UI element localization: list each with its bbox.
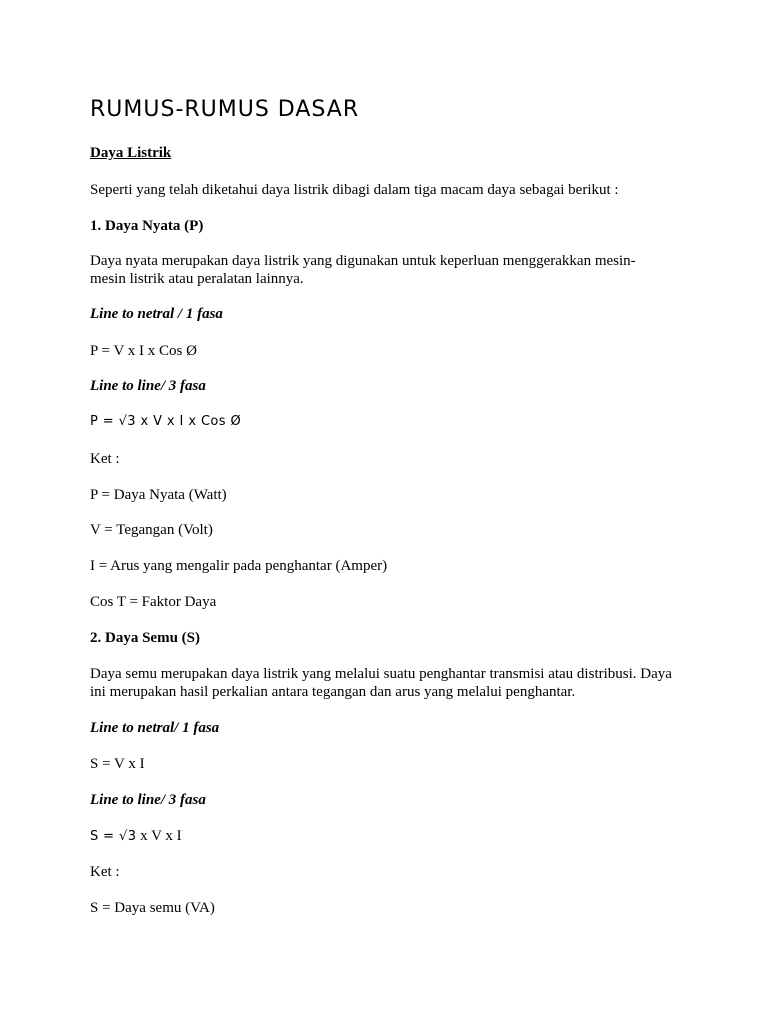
heading-daya-nyata: 1. Daya Nyata (P) [90,218,204,234]
definition-cos: Cos T = Faktor Daya [90,594,217,610]
daya-semu-desc-line-2: ini merupakan hasil perkalian antara tegangan dan arus yang melalui penghantar. [90,684,576,700]
formula-s-root-part: S = √3 [90,829,137,844]
document-title: RUMUS-RUMUS DASAR [90,97,360,122]
formula-s-rest-part: x V x I [136,828,182,844]
formula-p-1-fasa: P = V x I x Cos Ø [90,343,197,359]
daya-semu-case-1-fasa: Line to netral/ 1 fasa [90,720,220,736]
section-heading-daya-listrik: Daya Listrik [90,145,172,161]
daya-nyata-case-3-fasa: Line to line/ 3 fasa [90,378,206,394]
daya-nyata-desc-line-1: Daya nyata merupakan daya listrik yang digunakan untuk keperluan menggerakkan mesin- [90,253,636,269]
daya-semu-case-3-fasa: Line to line/ 3 fasa [90,792,206,808]
definition-s: S = Daya semu (VA) [90,900,215,916]
daya-nyata-case-1-fasa: Line to netral / 1 fasa [90,306,223,322]
daya-nyata-desc-line-2: mesin listrik atau peralatan lainnya. [90,271,304,287]
formula-p-3-fasa: P = √3 x V x I x Cos Ø [90,414,242,429]
heading-daya-semu: 2. Daya Semu (S) [90,630,201,646]
definition-v: V = Tegangan (Volt) [90,522,213,538]
intro-paragraph: Seperti yang telah diketahui daya listrik dibagi dalam tiga macam daya sebagai berikut : [90,182,619,198]
daya-semu-desc-line-1: Daya semu merupakan daya listrik yang melalui suatu penghantar transmisi atau distribusi. Daya [90,666,672,682]
ket-label-1: Ket : [90,451,120,467]
definition-p: P = Daya Nyata (Watt) [90,487,227,503]
formula-s-1-fasa: S = V x I [90,756,145,772]
definition-i: I = Arus yang mengalir pada penghantar (Amper) [90,558,388,574]
ket-label-2: Ket : [90,864,120,880]
formula-s-3-fasa [90,827,182,846]
